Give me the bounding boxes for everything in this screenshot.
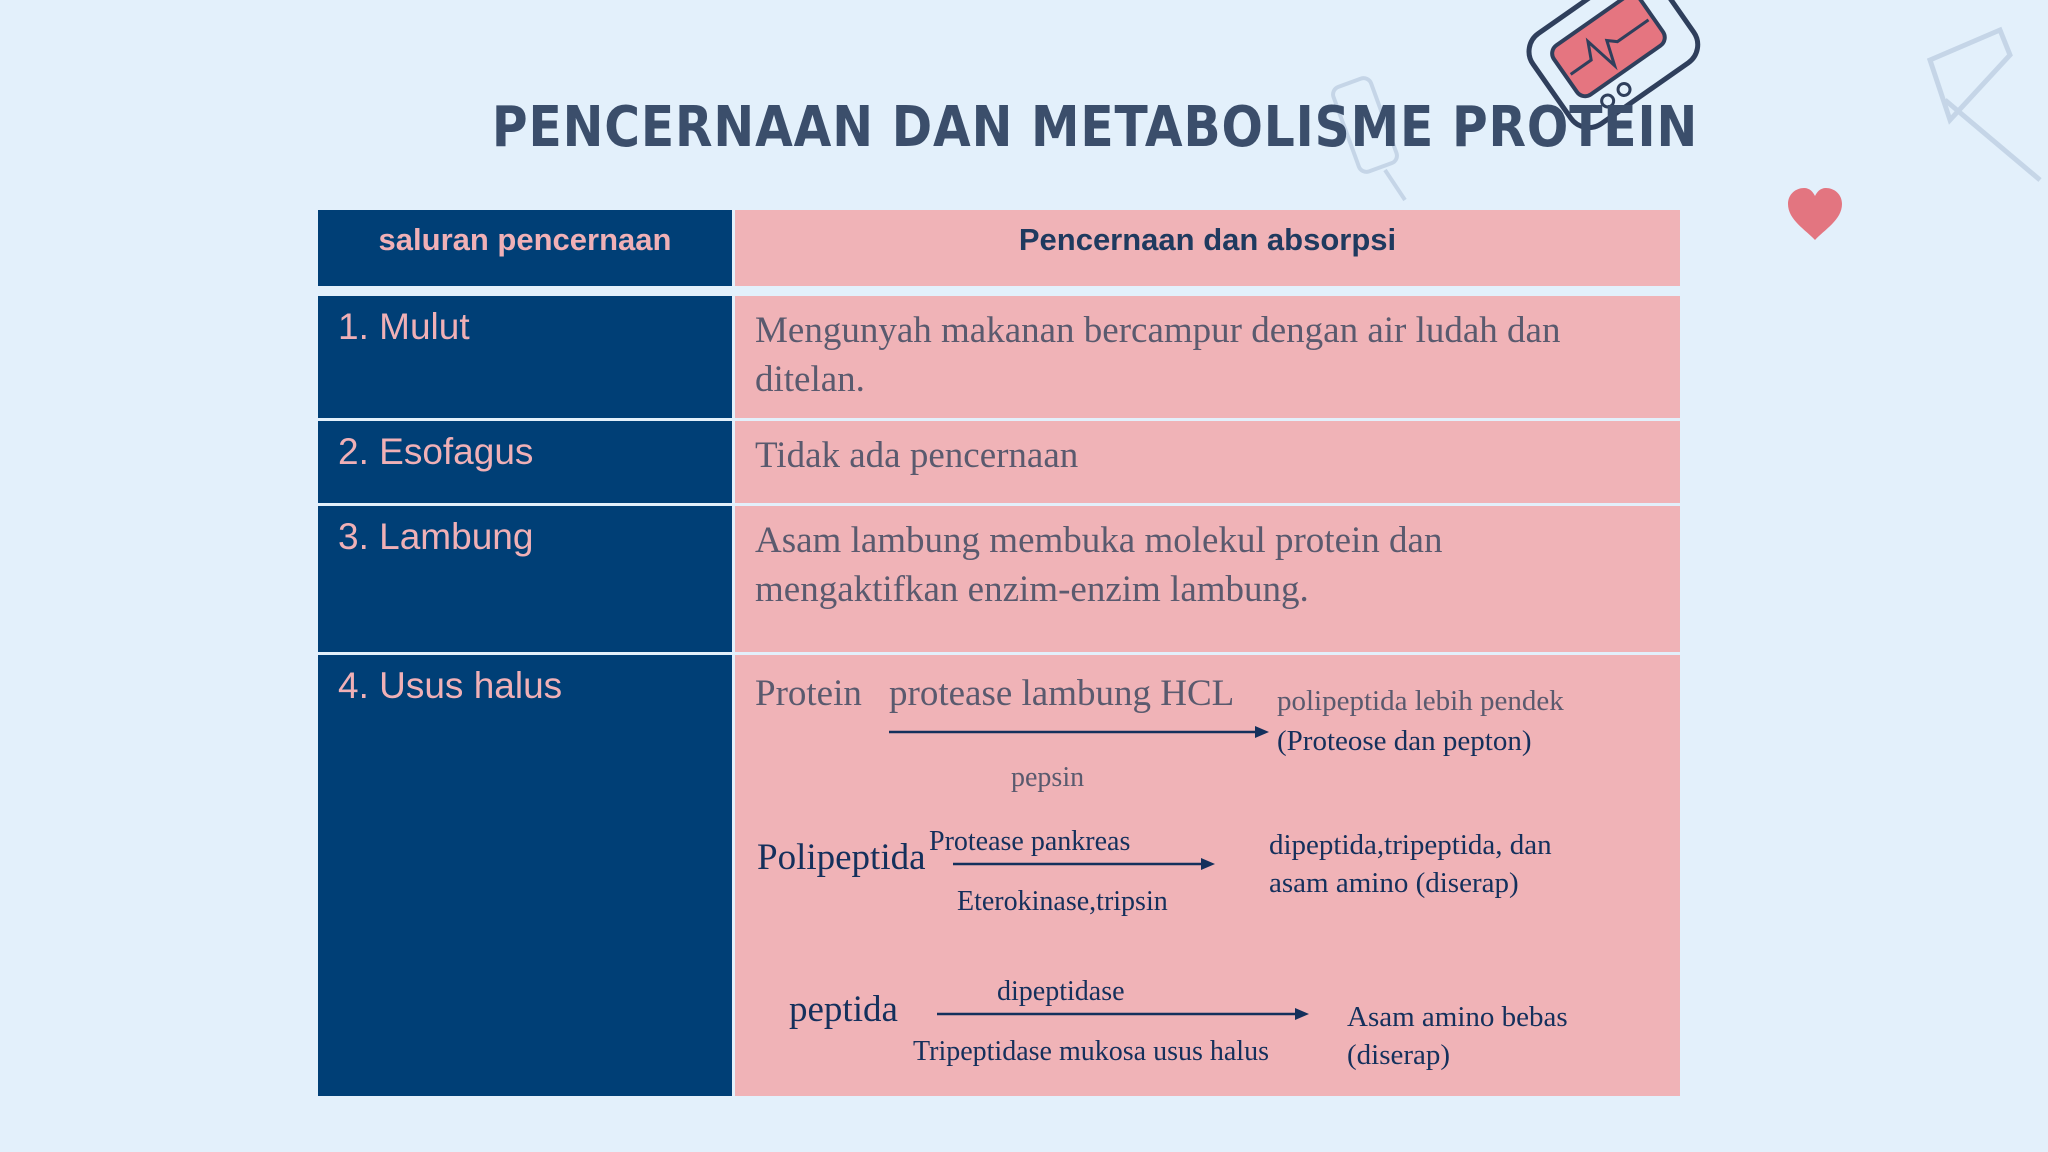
reaction-1-product-line-2: (Proteose dan pepton) <box>1277 725 1532 757</box>
reaction-2-substrate: Polipeptida <box>757 837 926 878</box>
reaction-2-product-line-1: dipeptida,tripeptida, dan <box>1269 829 1552 861</box>
reaction-3-product-line-2: (diserap) <box>1347 1039 1451 1071</box>
row-3-organ: 3. Lambung <box>318 506 732 652</box>
row-1-desc <box>735 296 1680 418</box>
row-2-organ: 2. Esofagus <box>318 421 732 503</box>
row-2-desc <box>735 421 1680 503</box>
heart-icon <box>1786 186 1844 242</box>
row-1-desc-line-1: Mengunyah makanan bercampur dengan air ludah dan <box>755 310 1561 351</box>
slide-title: PENCERNAAN DAN METABOLISME PROTEIN <box>491 95 1699 160</box>
header-organ: saluran pencernaan <box>318 210 732 286</box>
reaction-3-product-line-1: Asam amino bebas <box>1347 1001 1568 1033</box>
digestion-table <box>318 210 1680 1096</box>
row-2-desc-line-1: Tidak ada pencernaan <box>755 435 1079 476</box>
reaction-1-product-line-1: polipeptida lebih pendek <box>1277 685 1564 717</box>
row-1-organ: 1. Mulut <box>318 296 732 418</box>
reaction-1-arrow <box>889 725 1269 739</box>
row-4-desc <box>735 655 1680 1096</box>
reaction-3-arrow <box>937 1007 1309 1021</box>
reaction-3-enzyme-below: Tripeptidase mukosa usus halus <box>913 1036 1269 1067</box>
header-digestion: Pencernaan dan absorpsi <box>735 210 1680 286</box>
reaction-3-enzyme-above: dipeptidase <box>997 976 1125 1007</box>
row-3-desc-line-1: Asam lambung membuka molekul protein dan <box>755 520 1443 561</box>
row-4-organ: 4. Usus halus <box>318 655 732 1096</box>
reaction-2-enzyme-below: Eterokinase,tripsin <box>957 886 1168 917</box>
reaction-2-product-line-2: asam amino (diserap) <box>1269 867 1519 899</box>
reaction-1-substrate: Protein <box>755 673 862 714</box>
reaction-2-enzyme-above: Protease pankreas <box>929 826 1131 857</box>
row-3-desc-line-2: mengaktifkan enzim-enzim lambung. <box>755 569 1309 610</box>
reaction-3-substrate: peptida <box>789 989 898 1030</box>
reaction-1-enzyme-below: pepsin <box>1011 762 1085 793</box>
row-3-desc <box>735 506 1680 652</box>
reaction-2-arrow <box>953 857 1215 871</box>
reaction-1-enzyme-above: protease lambung HCL <box>889 673 1235 714</box>
row-1-desc-line-2: ditelan. <box>755 359 865 400</box>
